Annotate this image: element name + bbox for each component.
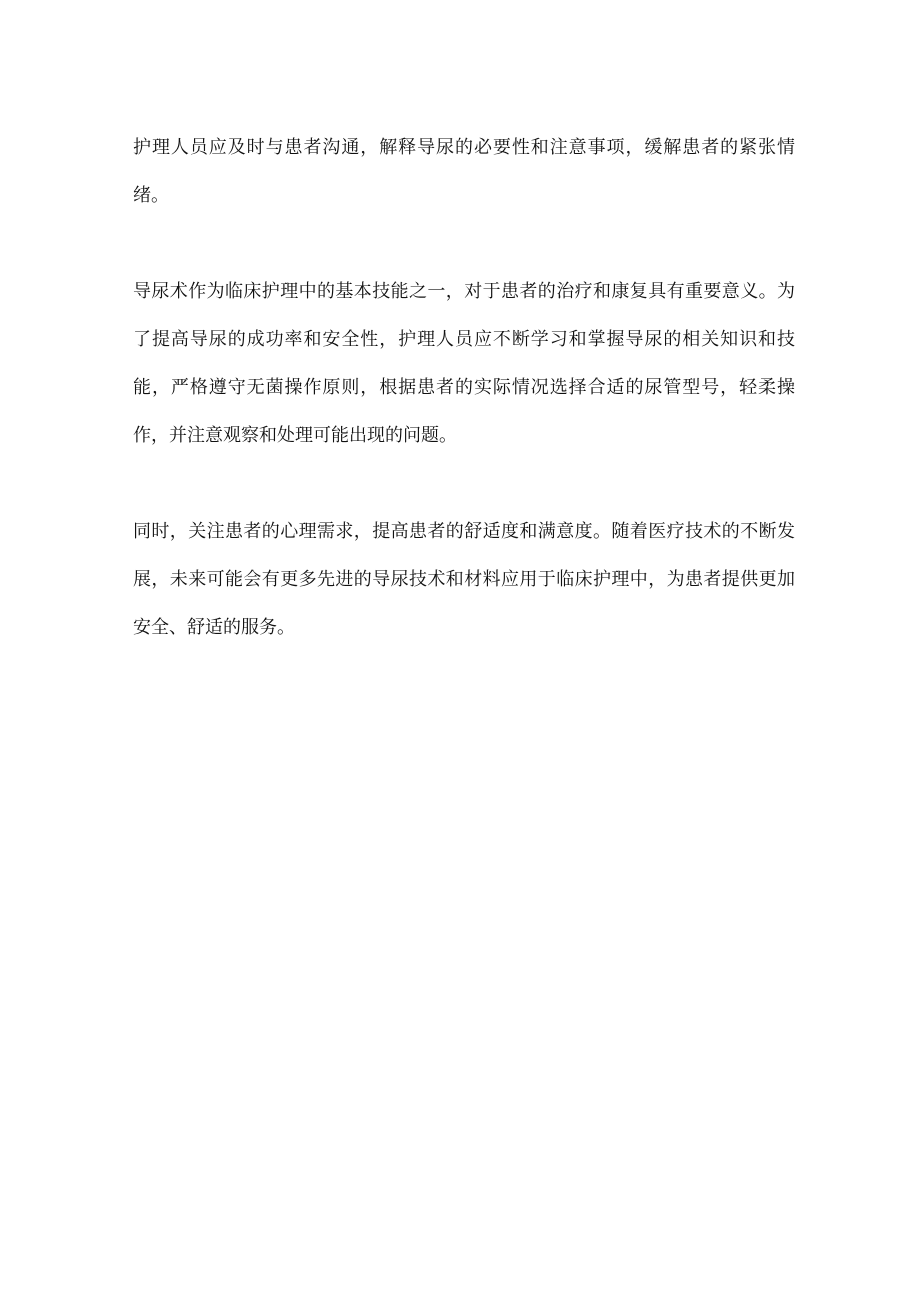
paragraph-communication: 护理人员应及时与患者沟通，解释导尿的必要性和注意事项，缓解患者的紧张情绪。 <box>133 137 795 206</box>
paragraph-patient-needs: 同时，关注患者的心理需求，提高患者的舒适度和满意度。随着医疗技术的不断发展，未来可能会有更多先进的导尿技术和材料应用于临床护理中，为患者提供更加安全、舒适的服务。 <box>133 521 795 638</box>
document-body <box>133 124 795 652</box>
paragraph-catheterization-skill: 导尿术作为临床护理中的基本技能之一，对于患者的治疗和康复具有重要意义。为了提高导尿的成功率和安全性，护理人员应不断学习和掌握导尿的相关知识和技能，严格遵守无菌操作原则，根据患者的实际情况选择合适的尿管型号，轻柔操作，并注意观察和处理可能出现的问题。 <box>133 281 795 446</box>
